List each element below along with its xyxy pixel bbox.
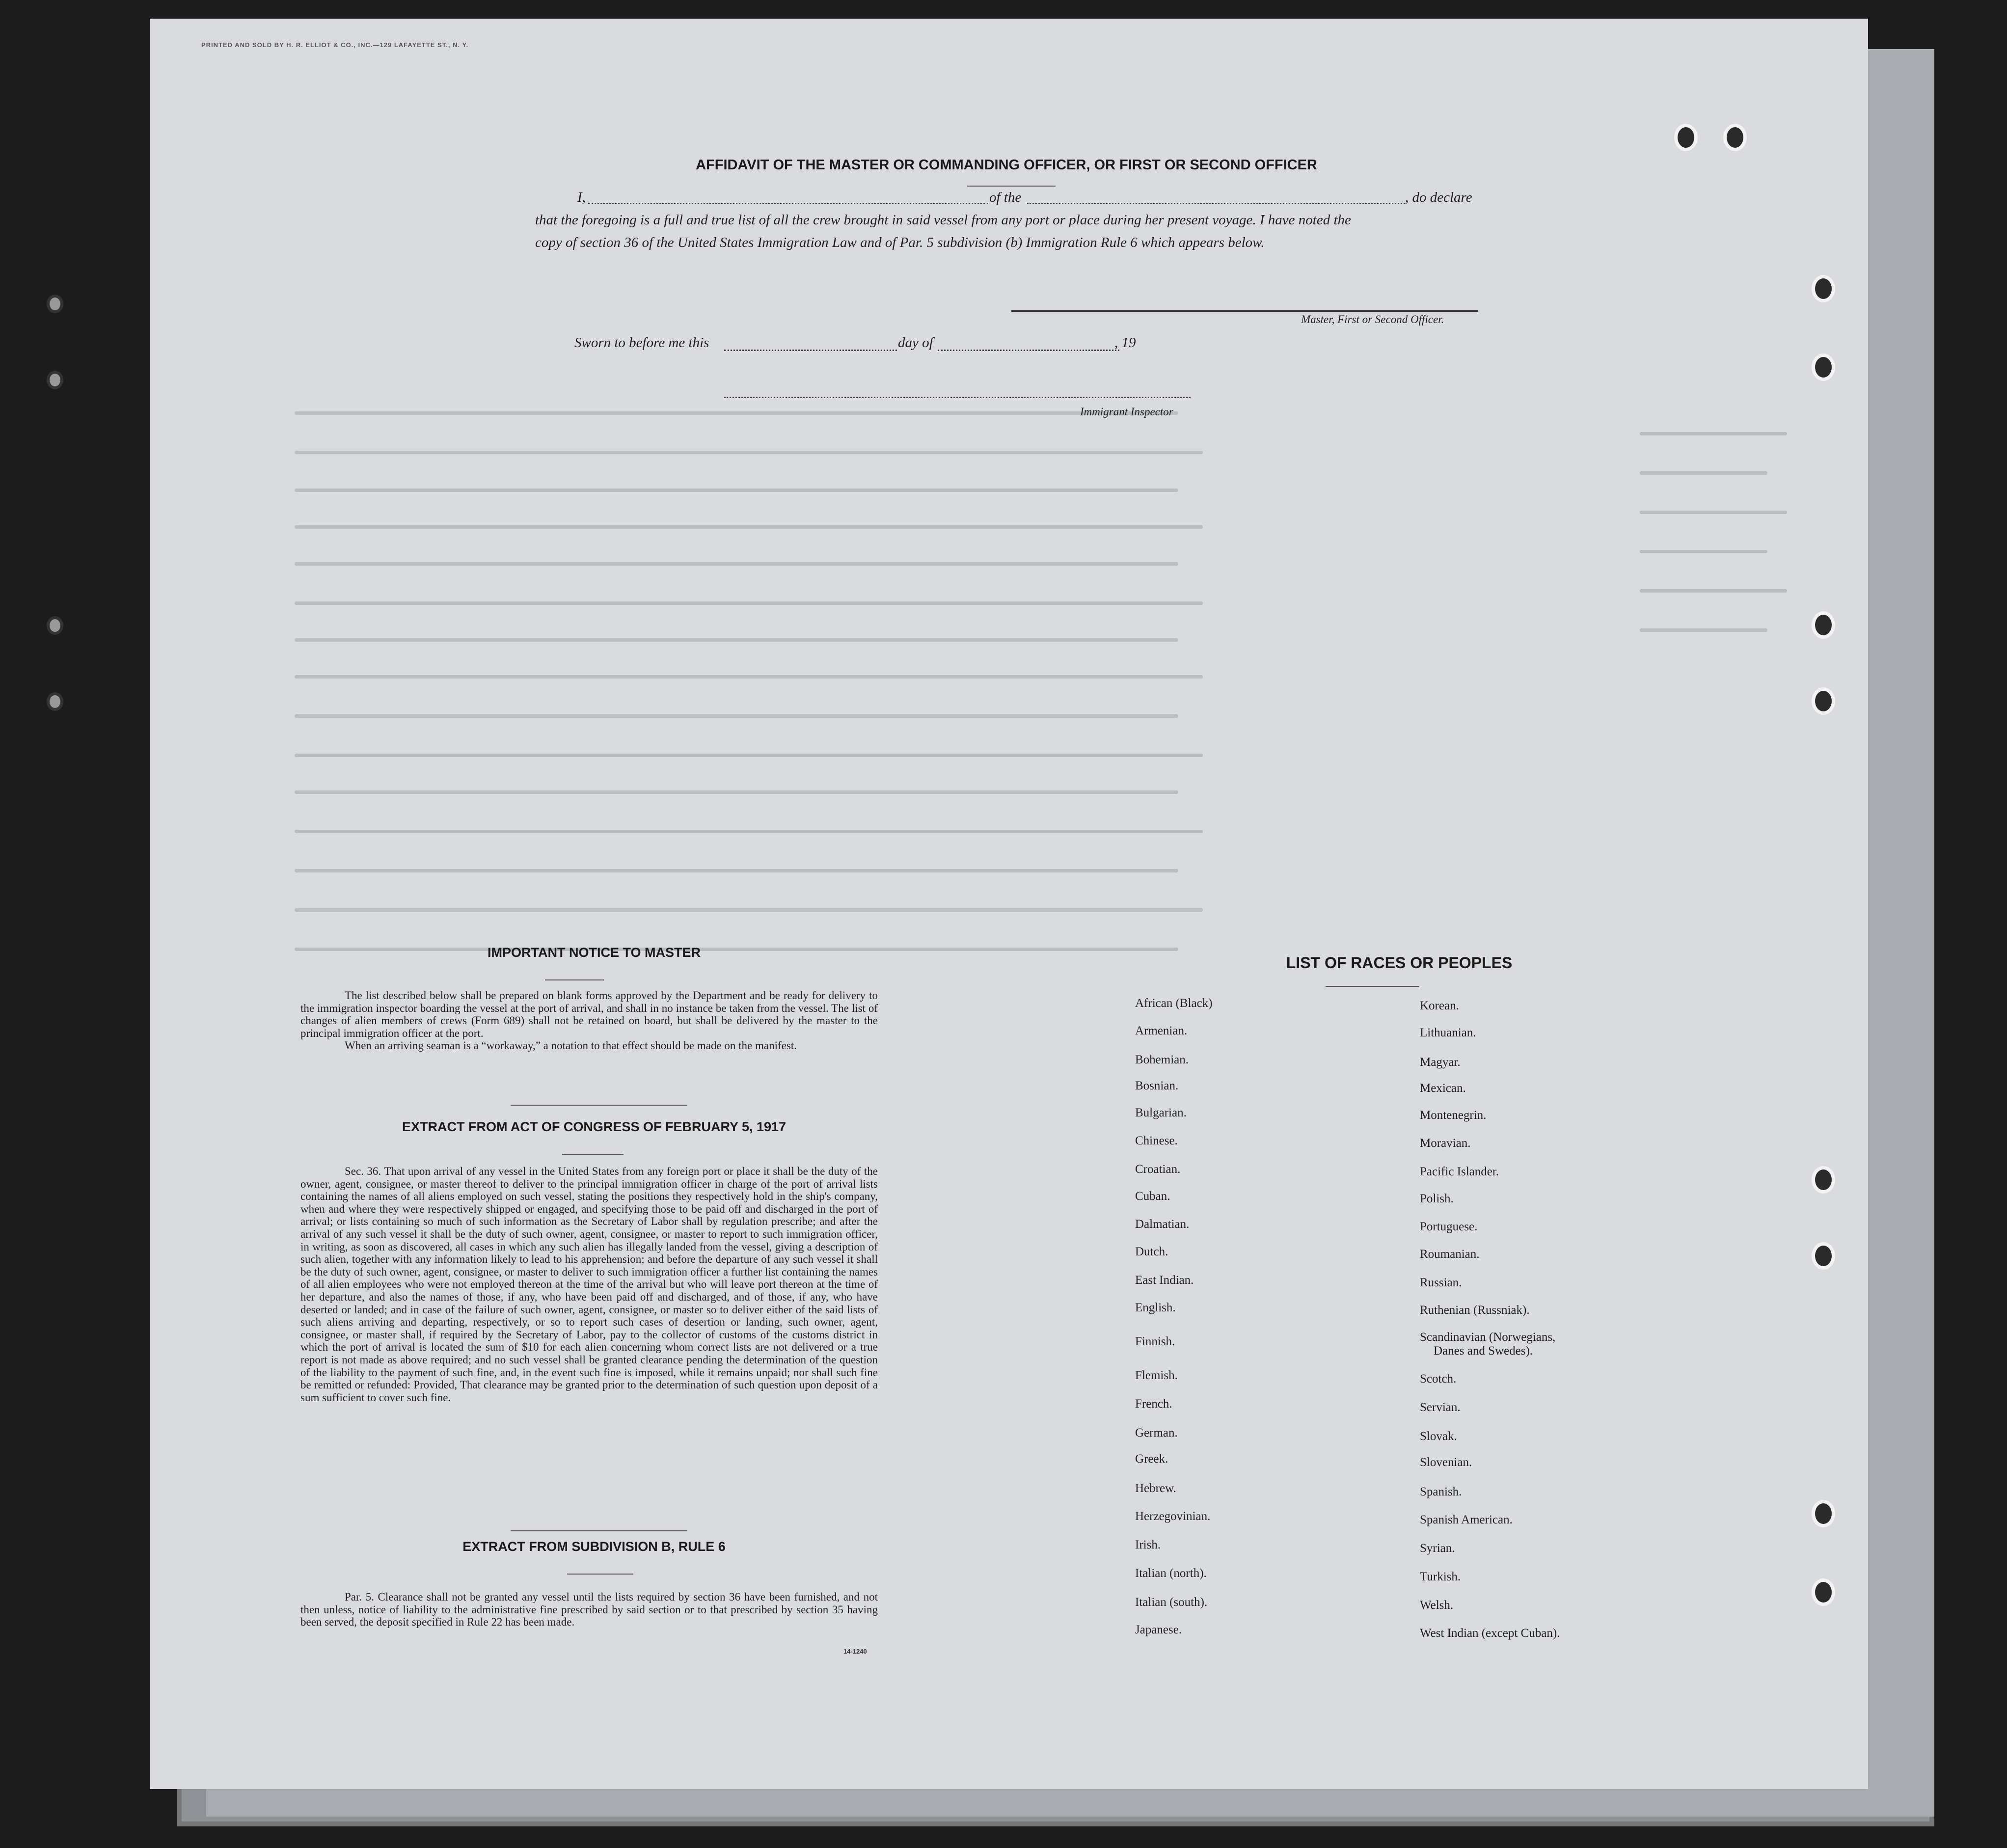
inspector-label: Immigrant Inspector (1080, 406, 1173, 418)
sworn-day-field[interactable] (724, 350, 897, 351)
race-item: Armenian. (1135, 1024, 1188, 1037)
race-item: Bohemian. (1135, 1053, 1189, 1066)
race-item: Scandinavian (Norwegians, (1420, 1331, 1556, 1344)
race-item: German. (1135, 1426, 1178, 1440)
race-item: Pacific Islander. (1420, 1165, 1499, 1178)
race-item: Scotch. (1420, 1372, 1457, 1386)
race-item: Irish. (1135, 1538, 1161, 1551)
affidavit-declare-label: , do declare (1405, 190, 1472, 205)
race-item: French. (1135, 1397, 1172, 1411)
notice-title-rule (545, 979, 604, 980)
race-item: Bosnian. (1135, 1079, 1179, 1092)
race-item: Italian (north). (1135, 1567, 1207, 1580)
section-divider-1 (511, 1105, 687, 1106)
sworn-label: Sworn to before me this (574, 335, 709, 351)
race-item: Lithuanian. (1420, 1026, 1476, 1039)
extract-rule-title: EXTRACT FROM SUBDIVISION B, RULE 6 (462, 1539, 726, 1554)
race-item: Japanese. (1135, 1623, 1182, 1636)
race-item: Welsh. (1420, 1599, 1454, 1612)
notice-text (300, 989, 878, 1052)
race-item: Magyar. (1420, 1056, 1461, 1069)
race-item: Dutch. (1135, 1245, 1168, 1258)
race-item: Finnish. (1135, 1335, 1175, 1348)
races-title-rule (1326, 986, 1419, 987)
race-item: Dalmatian. (1135, 1218, 1190, 1231)
race-item: Spanish. (1420, 1485, 1462, 1498)
printer-imprint: PRINTED AND SOLD BY H. R. ELLIOT & CO., INC.—129 LAFAYETTE ST., N. Y. (201, 41, 469, 49)
vessel-name-field[interactable] (1027, 203, 1405, 204)
race-item: Herzegovinian. (1135, 1510, 1211, 1523)
race-item: Montenegrin. (1420, 1109, 1487, 1122)
race-item: Croatian. (1135, 1163, 1181, 1176)
master-name-field[interactable] (588, 203, 988, 204)
extract-act-text (300, 1165, 878, 1404)
form-sheet (150, 19, 1868, 1789)
race-item: Italian (south). (1135, 1596, 1208, 1609)
sworn-month-field[interactable] (938, 350, 1119, 351)
race-item: English. (1135, 1301, 1176, 1314)
sworn-day-of-label: day of (898, 335, 933, 351)
race-item: Turkish. (1420, 1570, 1461, 1583)
affidavit-line-2: that the foregoing is a full and true list of all the crew brought in said vessel from any port or place during her present voyage. I have noted the (535, 212, 1351, 228)
race-item: Russian. (1420, 1276, 1462, 1289)
race-item: Cuban. (1135, 1190, 1170, 1203)
affidavit-i-label: I, (577, 190, 586, 205)
race-item: Greek. (1135, 1452, 1168, 1466)
race-item: Danes and Swedes). (1434, 1344, 1533, 1358)
notice-title: IMPORTANT NOTICE TO MASTER (488, 945, 701, 960)
section-36-text: Sec. 36. That upon arrival of any vessel in the United States from any foreign port or place it shall be the duty of the owner, agent, consignee, or master thereof to deliver to the principal immigration officer in charge of the port of arrival lists containing the names of all aliens employed on such vessel, stating the positions they respectively hold in the ship's company, when and where they were respectively shipped or engaged, and specifying those to be paid off and discharged in the port of arrival; or lists containing so much of such information as the Secretary of Labor shall by regulation prescribe; and after the arrival of any such vessel it shall be the duty of such owner, agent, consignee, or master to report to such immigration officer, in writing, as soon as discovered, all cases in which any such alien has illegally landed from the vessel, giving a description of such alien, together with any information likely to lead to his apprehension; and before the departure of any such vessel it shall be the duty of such owner, agent, consignee, or master to deliver to such immigration officer a further list containing the names of all alien employees who were not employed thereon at the time of the arrival but who will leave port thereon at the time of her departure, and also the names of those, if any, who have been paid off and discharged, and of those, if any, who have deserted or landed; and in case of the failure of such owner, agent, consignee, or master so to deliver either of the said lists of such aliens arriving and departing, respectively, or so to report such cases of desertion or landing, such owner, agent, consignee, or master shall, if required by the Secretary of Labor, pay to the collector of customs of the customs district in which the port of arrival is located the sum of $10 for each alien concerning whom correct lists are not delivered or a true report is not made as above required; and no such vessel shall be granted clearance pending the determination of the question of the liability to the payment of such fine, and, in the event such fine is imposed, while it remains unpaid; nor shall such fine be remitted or refunded: Provided, That clearance may be granted prior to the determination of such question upon deposit of a sum sufficient to cover such fine. (300, 1165, 878, 1404)
par-5-text: Par. 5. Clearance shall not be granted any vessel until the lists required by section 36 have been furnished, and not then unless, notice of liability to the administrative fine prescribed by said section or to that prescribed by section 35 having been served, the deposit specified in Rule 22 has been made. (300, 1591, 878, 1629)
race-item: Polish. (1420, 1192, 1454, 1205)
affidavit-line-3: copy of section 36 of the United States Immigration Law and of Par. 5 subdivision (b) Immigration Rule 6 which appears below. (535, 235, 1265, 250)
race-item: Flemish. (1135, 1369, 1178, 1382)
notice-paragraph-2: When an arriving seaman is a “workaway,” a notation to that effect should be made on the manifest. (345, 1039, 797, 1052)
extract-rule-title-rule (567, 1574, 633, 1575)
race-item: Roumanian. (1420, 1248, 1480, 1261)
race-item: Slovenian. (1420, 1456, 1472, 1469)
race-item: Chinese. (1135, 1134, 1178, 1147)
race-item: Mexican. (1420, 1082, 1466, 1095)
affidavit-title: AFFIDAVIT OF THE MASTER OR COMMANDING OFFICER, OR FIRST OR SECOND OFFICER (696, 157, 1317, 173)
race-item: Syrian. (1420, 1542, 1455, 1555)
race-item: Moravian. (1420, 1137, 1471, 1150)
affidavit-title-rule (967, 186, 1056, 187)
section-divider-2 (511, 1530, 687, 1531)
race-item: Portuguese. (1420, 1220, 1478, 1233)
race-item: Korean. (1420, 999, 1459, 1012)
form-number: 14-1240 (843, 1648, 867, 1655)
affidavit-of-the-label: of the (989, 190, 1022, 205)
race-item: African (Black) (1135, 997, 1213, 1010)
master-signature-line[interactable] (1011, 310, 1478, 312)
race-item: West Indian (except Cuban). (1420, 1627, 1560, 1640)
inspector-signature-field[interactable] (724, 397, 1191, 398)
extract-rule-text (300, 1591, 878, 1629)
extract-act-title-rule (562, 1154, 624, 1155)
sworn-year-label: , 19 (1114, 335, 1136, 351)
race-item: Hebrew. (1135, 1482, 1176, 1495)
races-title: LIST OF RACES OR PEOPLES (1286, 954, 1513, 972)
race-item: Slovak. (1420, 1430, 1457, 1443)
race-item: Servian. (1420, 1401, 1461, 1414)
race-item: Bulgarian. (1135, 1106, 1187, 1119)
master-signature-label: Master, First or Second Officer. (1301, 313, 1444, 326)
race-item: Spanish American. (1420, 1513, 1513, 1526)
race-item: Ruthenian (Russniak). (1420, 1304, 1530, 1317)
race-item: East Indian. (1135, 1274, 1194, 1287)
extract-act-title: EXTRACT FROM ACT OF CONGRESS OF FEBRUARY 5, 1917 (402, 1119, 787, 1134)
notice-paragraph-1: The list described below shall be prepared on blank forms approved by the Department and be ready for delivery to the immigration inspector boarding the vessel at the port of arrival, and shall in no instance be taken from the vessel. The list of changes of alien members of crews (Form 689) shall not be retained on board, but shall be delivered by the master to the principal immigration officer at the port. (300, 989, 878, 1039)
